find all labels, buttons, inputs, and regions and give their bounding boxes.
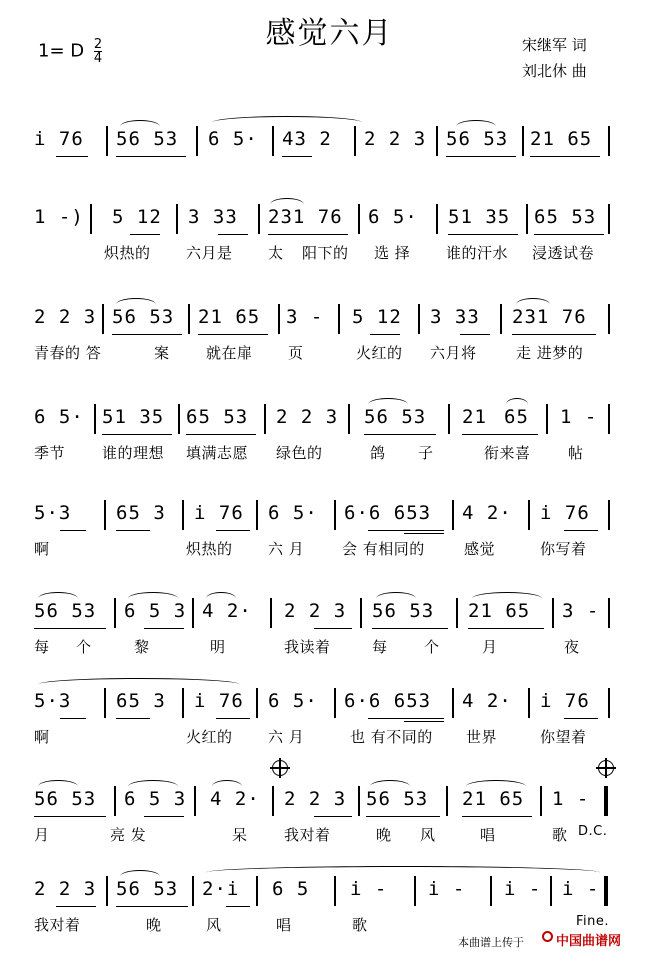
barline [338,304,340,334]
barline [256,876,258,906]
note-group: 231 76 [268,206,343,228]
note-group: 3 - [286,306,324,328]
slur [466,780,526,793]
note-group: 5·3 [34,502,72,524]
score-row-2 [0,196,659,296]
lyric: 青春的 答 [34,344,102,362]
slur [206,592,236,605]
lyric: 谁的理想 [102,444,165,462]
underline [372,628,448,629]
underline [186,434,256,435]
note-group: i 76 [34,128,84,150]
lyric: 个 [76,638,92,656]
note-group: 56 53 [446,128,509,150]
lyric: 亮 发 [110,826,147,844]
barline [182,500,184,530]
note-group: i - [350,878,388,900]
barline [526,204,528,234]
notes-line [0,590,659,628]
fine-marking: Fine. [576,914,610,929]
underline [446,156,516,157]
lyric: 帖 [568,444,584,462]
lyric: 炽热的 [186,540,233,558]
note-group: i 76 [194,502,244,524]
barline [418,304,420,334]
lyric: 会 有相同的 [342,540,425,558]
note-group: 65 3 [116,502,166,524]
note-group: 65 53 [534,206,597,228]
song-title: 感觉六月 [265,16,394,51]
slur [212,780,242,793]
barline [90,204,92,234]
note-group: i - [562,878,600,900]
lyric: 六 月 [268,728,305,746]
slur [376,592,416,605]
barline [452,500,454,530]
note-group: 51 35 [448,206,511,228]
lyric: 鸽 [370,444,386,462]
note-group: 3 - [562,600,600,622]
note-group: 5·3 [34,690,72,712]
lyric: 火红的 [186,728,233,746]
score-row-8 [0,778,659,878]
barline [540,786,542,816]
note-group: 6 5· [208,128,258,150]
note-group: i - [428,878,466,900]
lyric: 你写着 [540,540,587,558]
note-group: 4 2· [202,600,252,622]
note-group: 6·6 653 [344,502,432,524]
lyric: 月 [482,638,498,656]
slur [370,780,410,793]
slur [472,592,542,605]
barline [192,598,194,628]
note-group: 2 2 3 [364,128,427,150]
upload-note: 本曲谱上传于 [458,936,524,949]
lyric: 我对着 [34,916,81,934]
note-group: 3 33 [188,206,238,228]
barline [192,876,194,906]
barline [546,404,548,434]
underline [216,718,250,719]
barline [448,404,450,434]
barline [188,304,190,334]
barline [104,688,106,718]
note-group: i 76 [540,690,590,712]
lyric: 就在扉 [206,344,253,362]
underline [116,156,186,157]
score-row-7 [0,680,659,780]
note-group: 21 65 [462,788,525,810]
underline [226,906,250,907]
lyric: 黎 [134,638,150,656]
underline [34,816,106,817]
lyric: 晚 [146,916,162,934]
note-group: 4 2· [462,502,512,524]
note-group: 21 65 [198,306,261,328]
note-group: 4 2· [462,690,512,712]
score-row-5 [0,492,659,592]
underline [468,628,544,629]
slur [120,120,160,133]
barline [550,876,552,906]
time-signature-top: 2 [93,37,103,52]
lyric: 感觉 [464,540,496,558]
note-group: 2·i [202,878,240,900]
underline [366,816,440,817]
dc-marking: D.C. [578,824,608,839]
score-row-9 [0,868,659,968]
lyricist: 宋继军 词 [522,36,587,54]
underline [56,906,96,907]
lyric: 晚 [376,826,392,844]
key-signature [38,38,102,65]
note-group: 2 2 3 [284,600,347,622]
time-signature-bottom: 4 [93,51,103,66]
barline [608,500,610,530]
lyric: 唱 [276,916,292,934]
barline [278,304,280,334]
note-group: 65 3 [116,690,166,712]
underline [60,530,86,531]
note-group: i 76 [540,502,590,524]
lyric: 明 [210,638,226,656]
lyric: 你望着 [540,728,587,746]
composer: 刘北休 曲 [522,62,587,80]
barline [114,598,116,628]
lyric: 太 [268,244,284,262]
barline [436,126,438,156]
barline [196,126,198,156]
barline [272,126,274,156]
slur [38,592,78,605]
barline [608,404,610,434]
lyric: 月 [34,826,50,844]
score-row-6 [0,590,659,690]
lyric: 风 [420,826,436,844]
barline [360,598,362,628]
barline [452,688,454,718]
underline [102,434,172,435]
barline [256,500,258,530]
lyric: 衔来喜 [484,444,531,462]
slur [38,780,78,793]
note-group: 56 53 [34,788,97,810]
barline [358,786,360,816]
lyric: 世界 [466,728,498,746]
note-group: 56 53 [116,878,179,900]
lyric: 每 [372,638,388,656]
barline [182,688,184,718]
barline [94,404,96,434]
note-group: 56 53 [366,788,429,810]
underline [218,234,248,235]
site-brand[interactable]: 中国曲谱网 [556,934,622,949]
note-group: 6·6 653 [344,690,432,712]
slur [116,298,156,311]
note-group: 6 5 [272,878,310,900]
underline [530,156,600,157]
notes-line [0,296,659,334]
lyric: 子 [418,444,434,462]
note-group: 56 53 [116,128,179,150]
barline [176,204,178,234]
slur [506,398,528,411]
lyric: 六月是 [186,244,233,262]
barline [334,876,336,906]
barline [270,598,272,628]
lyric: 歌 [552,826,568,844]
lyric: 阳下的 [302,244,349,262]
lyric: 案 [154,344,170,362]
slur [128,780,178,793]
underline [368,530,444,531]
note-group: i 76 [194,690,244,712]
underline [282,156,312,157]
barline [114,786,116,816]
note-group: 3 33 [430,306,480,328]
note-group: 6 5 3 [124,788,187,810]
lyric: 火红的 [356,344,403,362]
slur [128,592,178,605]
score-row-4 [0,396,659,496]
underline [130,234,160,235]
barline [528,688,530,718]
note-group: 6 5· [268,502,318,524]
underline [448,234,518,235]
barline [446,786,448,816]
note-group: 43 2 [282,128,332,150]
barline [358,204,360,234]
site-logo-icon [542,931,553,942]
underline [512,334,596,335]
double-barline [604,876,608,906]
note-group: 51 35 [102,406,165,428]
underline [404,721,444,722]
underline [116,718,150,719]
barline [106,876,108,906]
barline [264,404,266,434]
underline [268,234,348,235]
barline [354,126,356,156]
underline [462,816,532,817]
underline [112,334,182,335]
lyric: 填满志愿 [186,444,249,462]
underline [60,718,86,719]
note-group: 1 -) [34,206,84,228]
underline [370,334,400,335]
barline [522,126,524,156]
coda-icon [598,760,614,776]
note-group: 21 65 [468,600,531,622]
lyric: 啊 [34,728,50,746]
notes-line [0,196,659,234]
note-group: 6 5· [368,206,418,228]
note-group: 1 - [560,406,598,428]
underline [364,434,436,435]
note-group: 21 65 [530,128,593,150]
lyric: 啊 [34,540,50,558]
lyric: 每 [34,638,50,656]
note-group: 5 12 [352,306,402,328]
barline [608,688,610,718]
tie [212,116,362,129]
barline [456,598,458,628]
notes-line [0,778,659,816]
underline [56,156,88,157]
underline [564,530,598,531]
underline [144,628,184,629]
lyric: 唱 [480,826,496,844]
lyric: 也 有不同的 [350,728,433,746]
notes-line [0,396,659,434]
note-group: 65 [504,406,529,428]
slur [120,870,160,883]
barline [334,688,336,718]
barline [414,876,416,906]
lyric: 我对着 [284,826,331,844]
double-barline [604,786,608,816]
lyric: 六 月 [268,540,305,558]
note-group: 2 2 3 [276,406,339,428]
barline [194,786,196,816]
lyric: 走 进梦的 [516,344,584,362]
lyric: 个 [424,638,440,656]
slur [456,120,496,133]
notes-line [0,118,659,156]
lyric: 六月将 [430,344,477,362]
lyric: 谁的汗水 [446,244,509,262]
barline [490,876,492,906]
note-group: 56 53 [112,306,175,328]
lyric: 我读着 [284,638,331,656]
coda-icon [272,760,288,776]
note-group: 4 2· [210,788,260,810]
credits [522,32,587,84]
barline [272,786,274,816]
slur [516,298,550,311]
lyric: 夜 [564,638,580,656]
notes-line [0,680,659,718]
note-group: 2 2 3 [34,878,97,900]
note-group: 2 2 3 [34,306,97,328]
note-group: 65 53 [186,406,249,428]
lyric: 浸透试卷 [532,244,595,262]
notes-line [0,492,659,530]
underline [216,530,250,531]
note-group: 56 53 [364,406,427,428]
barline [500,304,502,334]
note-group: 231 76 [512,306,587,328]
barline [608,304,610,334]
note-group: 56 53 [372,600,435,622]
underline [116,530,150,531]
note-group: 6 5· [34,406,84,428]
underline [404,533,444,534]
tie [206,866,600,879]
score-row-3 [0,296,659,396]
barline [258,204,260,234]
lyric: 炽热的 [104,244,151,262]
barline [104,500,106,530]
lyric: 呆 [232,826,248,844]
barline [608,204,610,234]
slur [368,398,408,411]
barline [552,598,554,628]
lyric: 风 [206,916,222,934]
note-group: 1 - [552,788,590,810]
lyric: 页 [288,344,304,362]
note-group: i - [504,878,542,900]
lyric: 季节 [34,444,66,462]
underline [314,628,352,629]
underline [116,906,188,907]
underline [534,234,604,235]
barline [106,126,108,156]
note-group: 2 2 3 [284,788,347,810]
barline [178,404,180,434]
barline [436,204,438,234]
barline [334,500,336,530]
underline [144,816,184,817]
note-group: 21 [462,406,487,428]
tie [38,678,240,691]
barline [608,126,610,156]
notes-line [0,868,659,906]
barline [102,304,104,334]
barline [256,688,258,718]
underline [198,334,268,335]
slur [270,198,304,211]
note-group: 6 5· [268,690,318,712]
lyric: 选 择 [374,244,411,262]
barline [528,500,530,530]
note-group: 56 53 [34,600,97,622]
underline [368,718,444,719]
underline [462,434,538,435]
lyric: 绿色的 [276,444,323,462]
note-group: 6 5 3 [124,600,187,622]
barline [608,598,610,628]
underline [34,628,106,629]
key-label: 1= D [38,40,85,62]
underline [460,334,490,335]
barline [348,404,350,434]
underline [564,718,598,719]
note-group: 5 12 [112,206,162,228]
underline [314,816,352,817]
lyric: 歌 [352,916,368,934]
time-signature [94,38,102,65]
